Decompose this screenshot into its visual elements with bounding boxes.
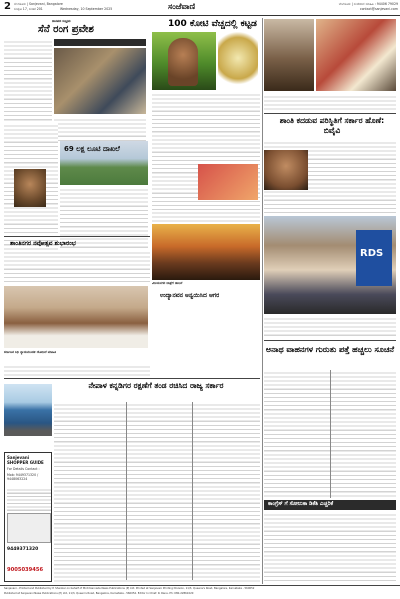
right-body-1 [264, 94, 396, 112]
top-center-headline: 100 ಕೋಟಿ ವೆಚ್ಚದಲ್ಲಿ ಕಟ್ಟಡ [168, 19, 257, 29]
crowd-photo-left [54, 48, 146, 114]
left-body-2 [54, 117, 146, 141]
page-number: 2 [4, 1, 11, 12]
email-label: contact@sanjevani.com [359, 7, 398, 11]
temple-photo [152, 224, 260, 280]
right-top-photo-2 [316, 19, 396, 91]
rds-sign [356, 230, 392, 286]
politician-face [168, 38, 198, 86]
ad-phone: Mob: 9449371320 / 9448063224 [7, 473, 39, 481]
center-col-rule-2 [192, 402, 193, 580]
peace-headline: ಶಾಂತಿ ಕದಡುವ ಪರಿಸ್ಥಿತಿಗೆ ಸರ್ಕಾರ ಹೊಣೆ: ಬಿವೈವಿ [279, 116, 385, 135]
ad-number: 9005039456 [7, 567, 44, 573]
ad-title: Sanjevani SHOPPER GUIDE [7, 455, 44, 465]
center-col-rule [126, 402, 127, 580]
edition-label: ಬೆಂಗಳೂರು | Sanjevani, Bangalore [14, 2, 63, 6]
ad-block-1 [7, 487, 51, 511]
right-top-photo-1 [264, 19, 314, 91]
left-body-1 [4, 39, 52, 121]
congress-headline: ಕಾಂಗ್ರೆಸ್ ಗೆ ಸೋಲುಕಾ ಡಿಕೆಶಿ ಎಚ್ಚರಿಕೆ [268, 501, 334, 507]
bvy-photo [264, 150, 308, 190]
ad-subtitle: For Details Contact : [7, 467, 40, 471]
portrait-photo [14, 169, 46, 207]
right-divider-1 [264, 113, 396, 114]
contact-label: ಬೆಂಗಳೂರು | ಸಂಜೆವಾಣಿ ಮಾಹಿತಿ : 94406 79029 [338, 2, 398, 6]
event-ribbon [198, 164, 258, 200]
temple-caption: ವಿಜಯನಗರ ಜಾತ್ರೆಗೆ ಚಾಲನೆ [152, 281, 183, 285]
shopper-guide-ad[interactable] [4, 452, 52, 582]
left-bottom-banner: ಶಾಂತಿನಗರ ನವೋತ್ಸವ ಶುಭಾರಂಭ [10, 240, 76, 247]
masthead-logo: ಸಂಜೆವಾಣಿ [168, 2, 196, 11]
main-column-rule [262, 18, 263, 584]
issue-label: ಸಂಪುಟ 17, ಸಂಚಿಕೆ 201 [14, 7, 43, 11]
meeting-photo [4, 286, 148, 348]
congress-headline-box [264, 500, 396, 510]
crowd-headline: ಉದ್ಯಾನವನ ಅನ್ವಯಿಸಿದ ಆಗರ [160, 292, 220, 299]
right-col-rule [330, 370, 331, 498]
left-body-6 [4, 364, 150, 376]
tanker-caption [4, 438, 52, 450]
center-body-3 [54, 402, 260, 582]
center-divider [4, 378, 260, 379]
left-body-5 [4, 250, 150, 284]
left-divider [4, 236, 150, 237]
right-body-5 [264, 512, 396, 584]
scale-logo [218, 32, 258, 90]
right-divider-2 [264, 340, 396, 341]
right-body-3 [264, 316, 396, 336]
vehicle-headline: ಅನಾಥ ವಾಹನಗಳ ಗುರುತು ಪತ್ತೆ ಹಚ್ಚಲು ಸೂಚನೆ [265, 345, 395, 354]
date-label: Wednesday, 10 September 2025 [60, 7, 113, 11]
tanker-photo [4, 384, 52, 436]
tanker-headline: ನೇಪಾಳ ಕನ್ನಡಿಗರ ರಕ್ಷಣೆಗೆ ತಂಡ ರಚಿಸಿದ ರಾಜ್ಯ ಸರ್ಕಾರ [88, 381, 224, 390]
left-subhead-bar [54, 39, 146, 46]
masthead [0, 0, 400, 16]
footer-line-2: Published at Sanjevani News Publications (P) Ltd, 11/3, Queen's Road, Bangalore, Karnataka - 560052. Editor In Chief: R. Rana. Ph: 080-22861020 [4, 592, 194, 595]
rds-label: RDS [360, 248, 384, 259]
footer-line-1: Sanjevani - Printed and Published by P. Shankar on behalf of Moti Kannada News Publications (P) Ltd. Printed at Sanjevani Printing Division, 11/3, Queens's Road, Bangalore, Karnataka - 560052 [4, 587, 255, 590]
ad-phone-2: 9449371320 [7, 547, 39, 552]
footer-rule [0, 585, 400, 586]
loot-headline: 69 ಲಕ್ಷ ಲೂಟಿ ದಾಖಲೆ [64, 145, 120, 153]
center-body-2 [152, 210, 260, 224]
left-kicker: ಜಾನಪದ ಸಂಭ್ರಮ [52, 19, 71, 23]
meeting-caption: ಕರ್ನಾಟಕ ನಿಧಿ ನ್ಯಾಯಮಂಡಳಿ ಯೋಜನೆ ಮಾಹಿತಿ [4, 350, 57, 354]
ad-block-2 [7, 513, 51, 543]
left-headline: ಸೆನೆ ರಂಗ ಪ್ರವೇಶ [38, 24, 94, 35]
